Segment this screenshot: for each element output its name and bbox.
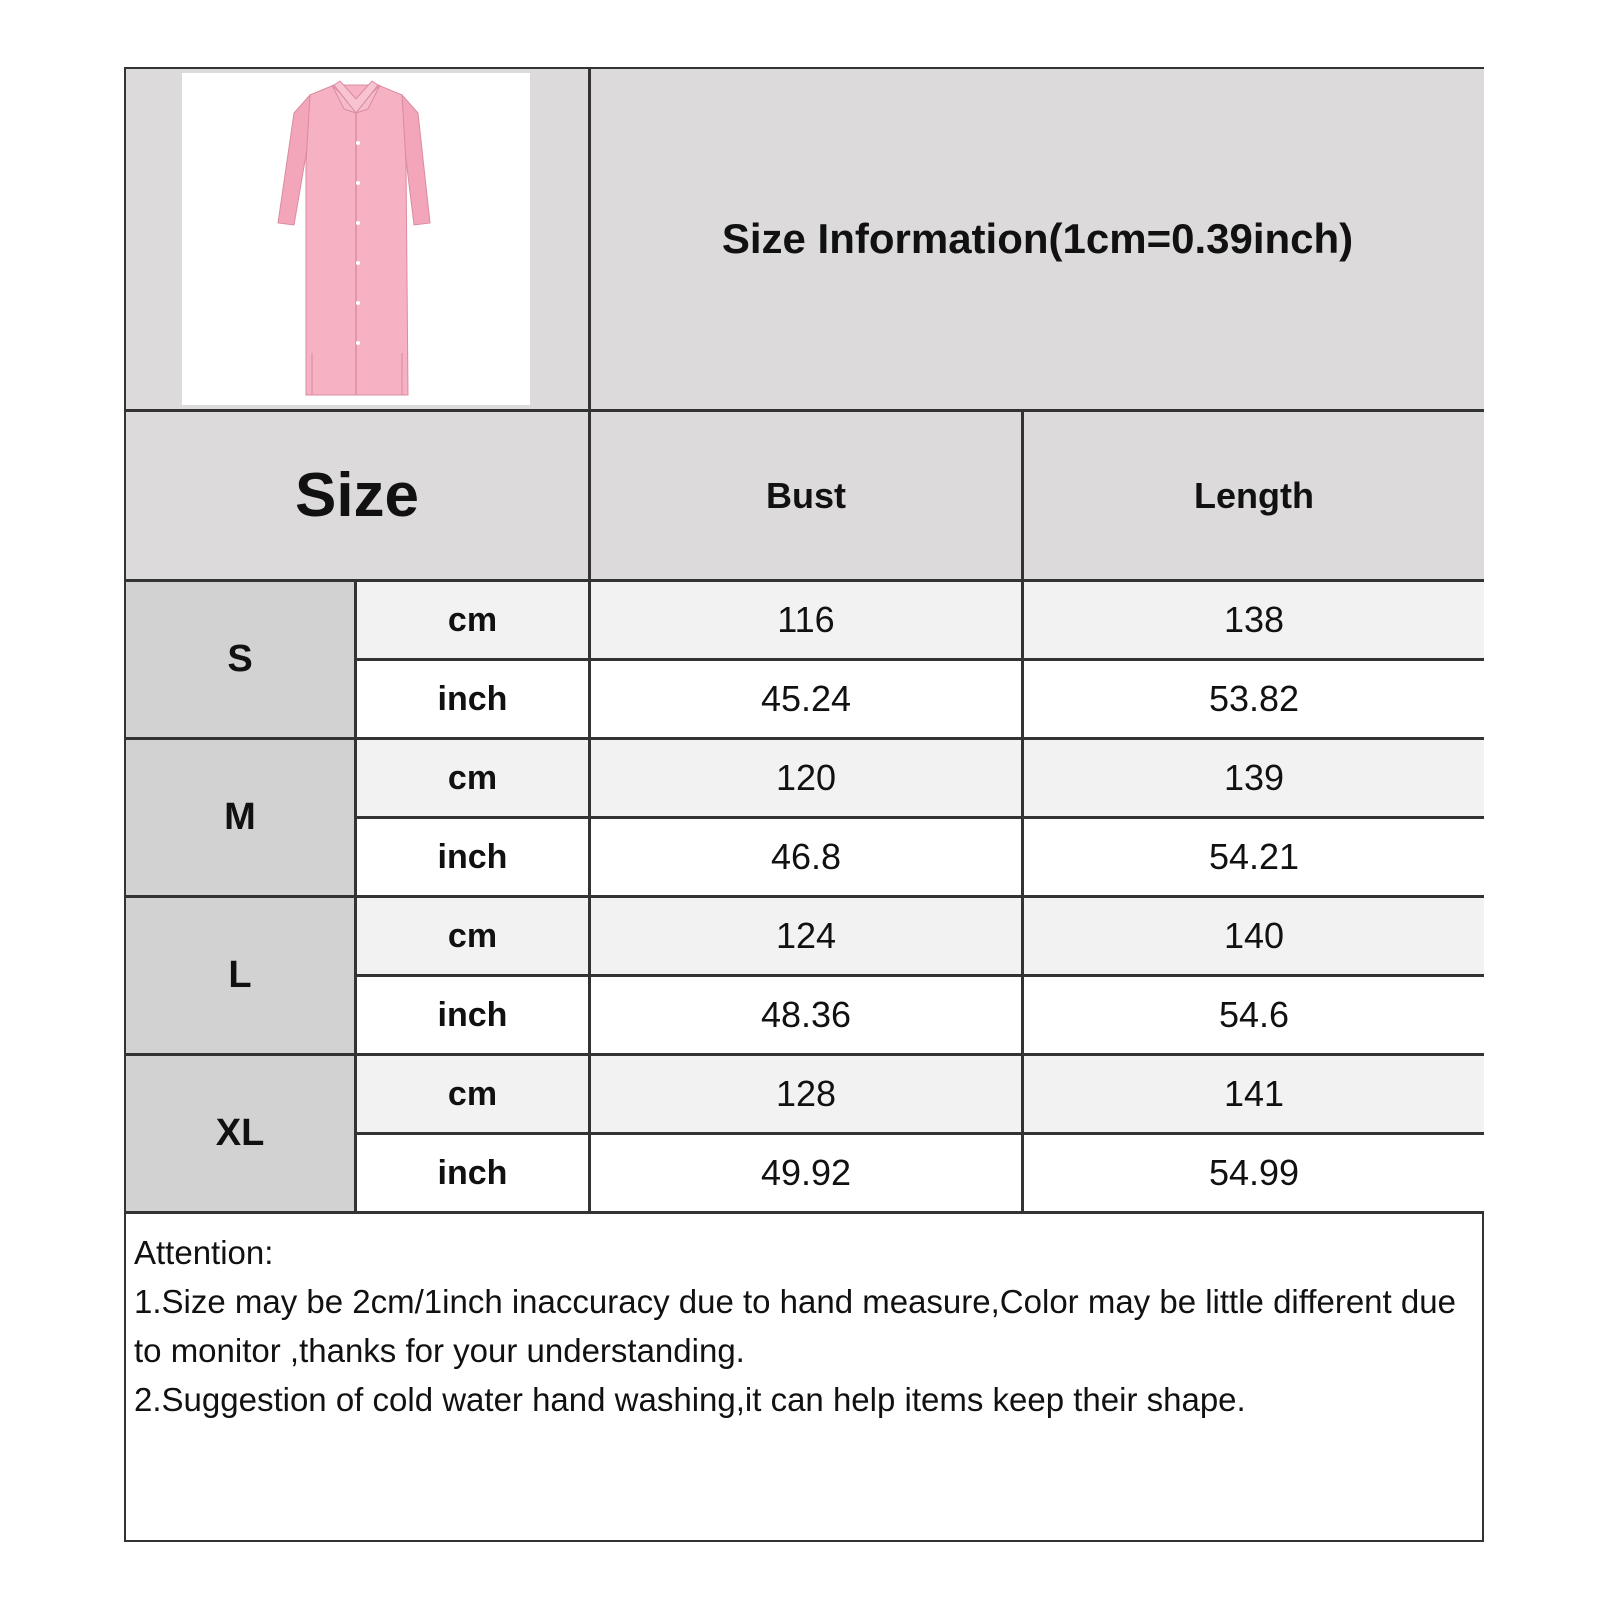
grid-line <box>126 409 1484 412</box>
unit-cm: cm <box>357 1056 588 1132</box>
grid-line <box>126 895 1484 898</box>
length-column-header: Length <box>1024 412 1484 579</box>
grid-line <box>354 816 1484 819</box>
bust-value: 48.36 <box>591 977 1021 1053</box>
unit-inch: inch <box>357 819 588 895</box>
bust-value: 116 <box>591 582 1021 658</box>
grid-line <box>126 1053 1484 1056</box>
unit-cm: cm <box>357 898 588 974</box>
bust-value: 124 <box>591 898 1021 974</box>
grid-line <box>126 579 1484 582</box>
pink-shirt-dress-image <box>182 73 530 405</box>
length-value: 54.6 <box>1024 977 1484 1053</box>
size-label-xl: XL <box>126 1056 354 1211</box>
bust-value: 46.8 <box>591 819 1021 895</box>
length-value: 53.82 <box>1024 661 1484 737</box>
unit-inch: inch <box>357 1135 588 1211</box>
unit-cm: cm <box>357 582 588 658</box>
product-image-frame <box>182 73 530 405</box>
attention-note-1: 1.Size may be 2cm/1inch inaccuracy due to hand measure,Color may be little different due to monitor ,thanks for your understanding. <box>134 1283 1456 1369</box>
unit-inch: inch <box>357 661 588 737</box>
size-label-s: S <box>126 582 354 737</box>
length-value: 141 <box>1024 1056 1484 1132</box>
length-value: 54.21 <box>1024 819 1484 895</box>
attention-note-2: 2.Suggestion of cold water hand washing,it can help items keep their shape. <box>134 1381 1246 1418</box>
bust-value: 120 <box>591 740 1021 816</box>
length-value: 139 <box>1024 740 1484 816</box>
unit-cm: cm <box>357 740 588 816</box>
length-value: 140 <box>1024 898 1484 974</box>
product-image-cell <box>126 69 588 409</box>
grid-line <box>126 737 1484 740</box>
attention-notes <box>126 1214 1482 1540</box>
bust-column-header: Bust <box>591 412 1021 579</box>
grid-line <box>354 974 1484 977</box>
grid-line <box>354 658 1484 661</box>
length-value: 138 <box>1024 582 1484 658</box>
bust-value: 45.24 <box>591 661 1021 737</box>
size-column-header: Size <box>126 412 588 579</box>
attention-heading: Attention: <box>134 1234 274 1271</box>
grid-line <box>588 69 591 1211</box>
size-information-title: Size Information(1cm=0.39inch) <box>591 69 1484 409</box>
unit-inch: inch <box>357 977 588 1053</box>
size-label-l: L <box>126 898 354 1053</box>
bust-value: 128 <box>591 1056 1021 1132</box>
size-chart <box>124 67 1484 1542</box>
bust-value: 49.92 <box>591 1135 1021 1211</box>
grid-line <box>354 1132 1484 1135</box>
grid-line <box>1021 409 1024 1211</box>
length-value: 54.99 <box>1024 1135 1484 1211</box>
size-label-m: M <box>126 740 354 895</box>
